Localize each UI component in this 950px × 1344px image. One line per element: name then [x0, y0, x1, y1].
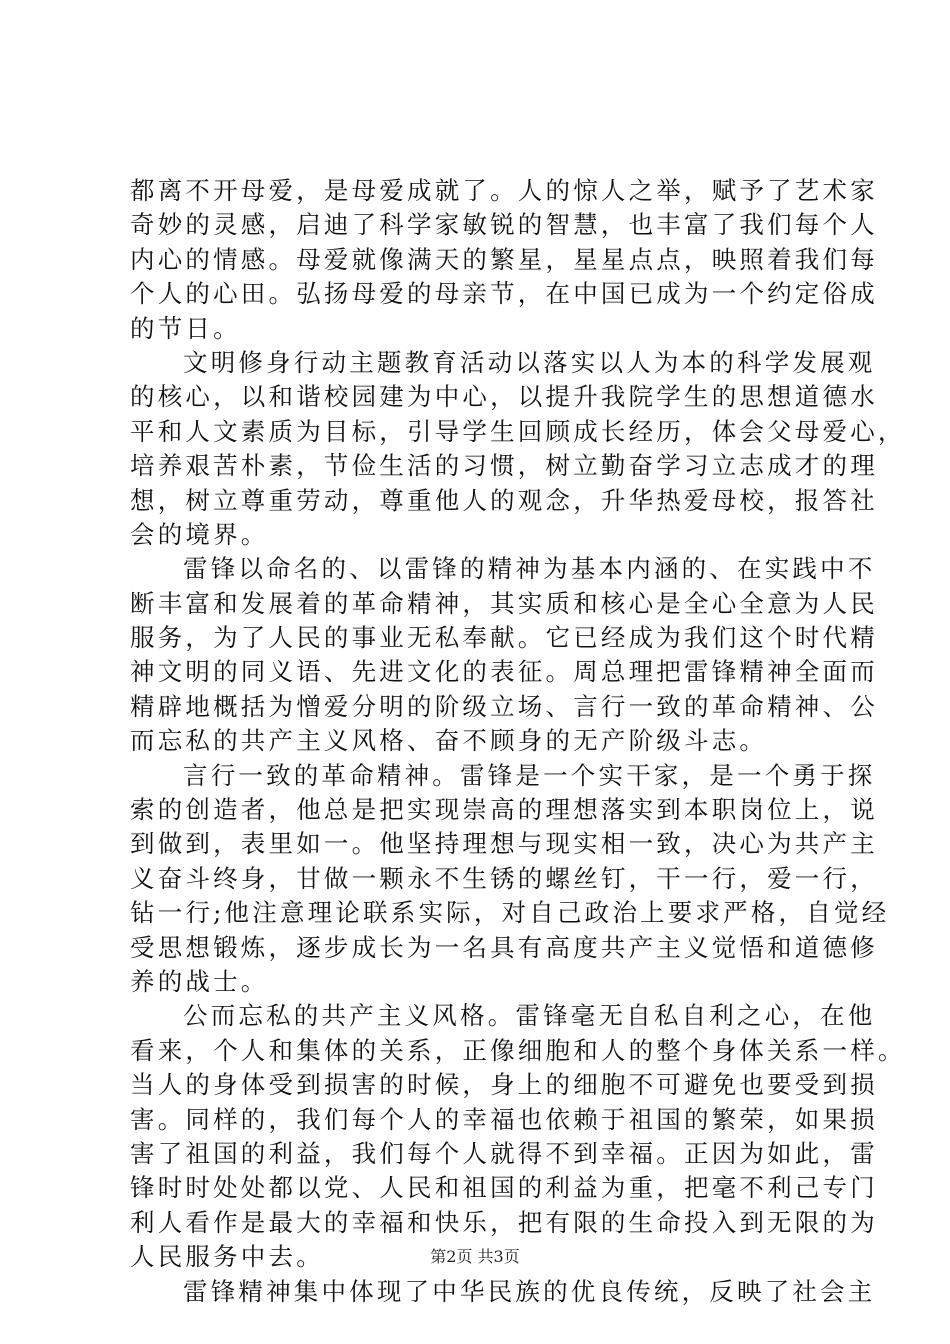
text-line: 受思想锻炼，逐步成长为一名具有高度共产主义觉悟和道德修 [130, 932, 878, 962]
text-line: 断丰富和发展着的革命精神，其实质和核心是全心全意为人民 [130, 588, 878, 618]
text-line: 钻一行;他注意理论联系实际，对自己政治上要求严格，自觉经 [130, 898, 890, 928]
text-line: 利人看作是最大的幸福和快乐，把有限的生命投入到无限的为 [130, 1207, 878, 1237]
text-line: 锋时时处处都以党、人民和祖国的利益为重，把毫不利己专门 [130, 1173, 878, 1203]
text-line: 而忘私的共产主义风格、奋不顾身的无产阶级斗志。 [130, 726, 768, 756]
body-text [130, 174, 906, 1309]
text-line: 个人的心田。弘扬母爱的母亲节，在中国已成为一个约定俗成 [130, 279, 878, 309]
text-line: 索的创造者，他总是把实现崇高的理想落实到本职岗位上，说 [130, 795, 878, 825]
text-line: 想，树立尊重劳动，尊重他人的观念，升华热爱母校，报答社 [130, 485, 878, 515]
text-line: 神文明的同义语、先进文化的表征。周总理把雷锋精神全面而 [130, 657, 878, 687]
text-line: 当人的身体受到损害的时候，身上的细胞不可避免也要受到损 [130, 1070, 878, 1100]
text-line: 精辟地概括为憎爱分明的阶级立场、言行一致的革命精神、公 [130, 691, 878, 721]
text-line: 害了祖国的利益，我们每个人就得不到幸福。正因为如此，雷 [130, 1138, 878, 1168]
text-line: 平和人文素质为目标，引导学生回顾成长经历，体会父母爱心， [130, 416, 906, 446]
text-line: 服务，为了人民的事业无私奉献。它已经成为我们这个时代精 [130, 623, 878, 653]
text-line: 的节日。 [130, 313, 241, 343]
text-line: 义奋斗终身，甘做一颗永不生锈的螺丝钉，干一行，爱一行， [130, 863, 878, 893]
text-line: 内心的情感。母爱就像满天的繁星，星星点点，映照着我们每 [130, 244, 878, 274]
text-line: 到做到，表里如一。他坚持理想与现实相一致，决心为共产主 [130, 829, 878, 859]
text-line: 人民服务中去。 [130, 1242, 324, 1272]
text-line: 会的境界。 [130, 519, 269, 549]
text-line: 培养艰苦朴素，节俭生活的习惯，树立勤奋学习立志成才的理 [130, 451, 878, 481]
text-line: 都离不开母爱，是母爱成就了。人的惊人之举，赋予了艺术家 [130, 176, 878, 205]
text-line: 看来，个人和集体的关系，正像细胞和人的整个身体关系一样。 [130, 1035, 906, 1065]
paragraph-start-line: 文明修身行动主题教育活动以落实以人为本的科学发展观 [183, 347, 876, 377]
paragraph-start-line: 雷锋精神集中体现了中华民族的优良传统，反映了社会主 [183, 1276, 876, 1306]
text-line: 奇妙的灵感，启迪了科学家敏锐的智慧，也丰富了我们每个人 [130, 210, 878, 240]
text-line: 的核心，以和谐校园建为中心，以提升我院学生的思想道德水 [130, 382, 878, 412]
text-line: 养的战士。 [130, 966, 269, 996]
paragraph-start-line: 公而忘私的共产主义风格。雷锋毫无自私自利之心，在他 [183, 1001, 876, 1031]
text-line: 害。同样的，我们每个人的幸福也依赖于祖国的繁荣，如果损 [130, 1104, 878, 1134]
paragraph-start-line: 言行一致的革命精神。雷锋是一个实干家，是一个勇于探 [183, 760, 876, 790]
page-number-footer: 第2页 共3页 [430, 1247, 520, 1266]
paragraph-start-line: 雷锋以命名的、以雷锋的精神为基本内涵的、在实践中不 [183, 554, 876, 584]
